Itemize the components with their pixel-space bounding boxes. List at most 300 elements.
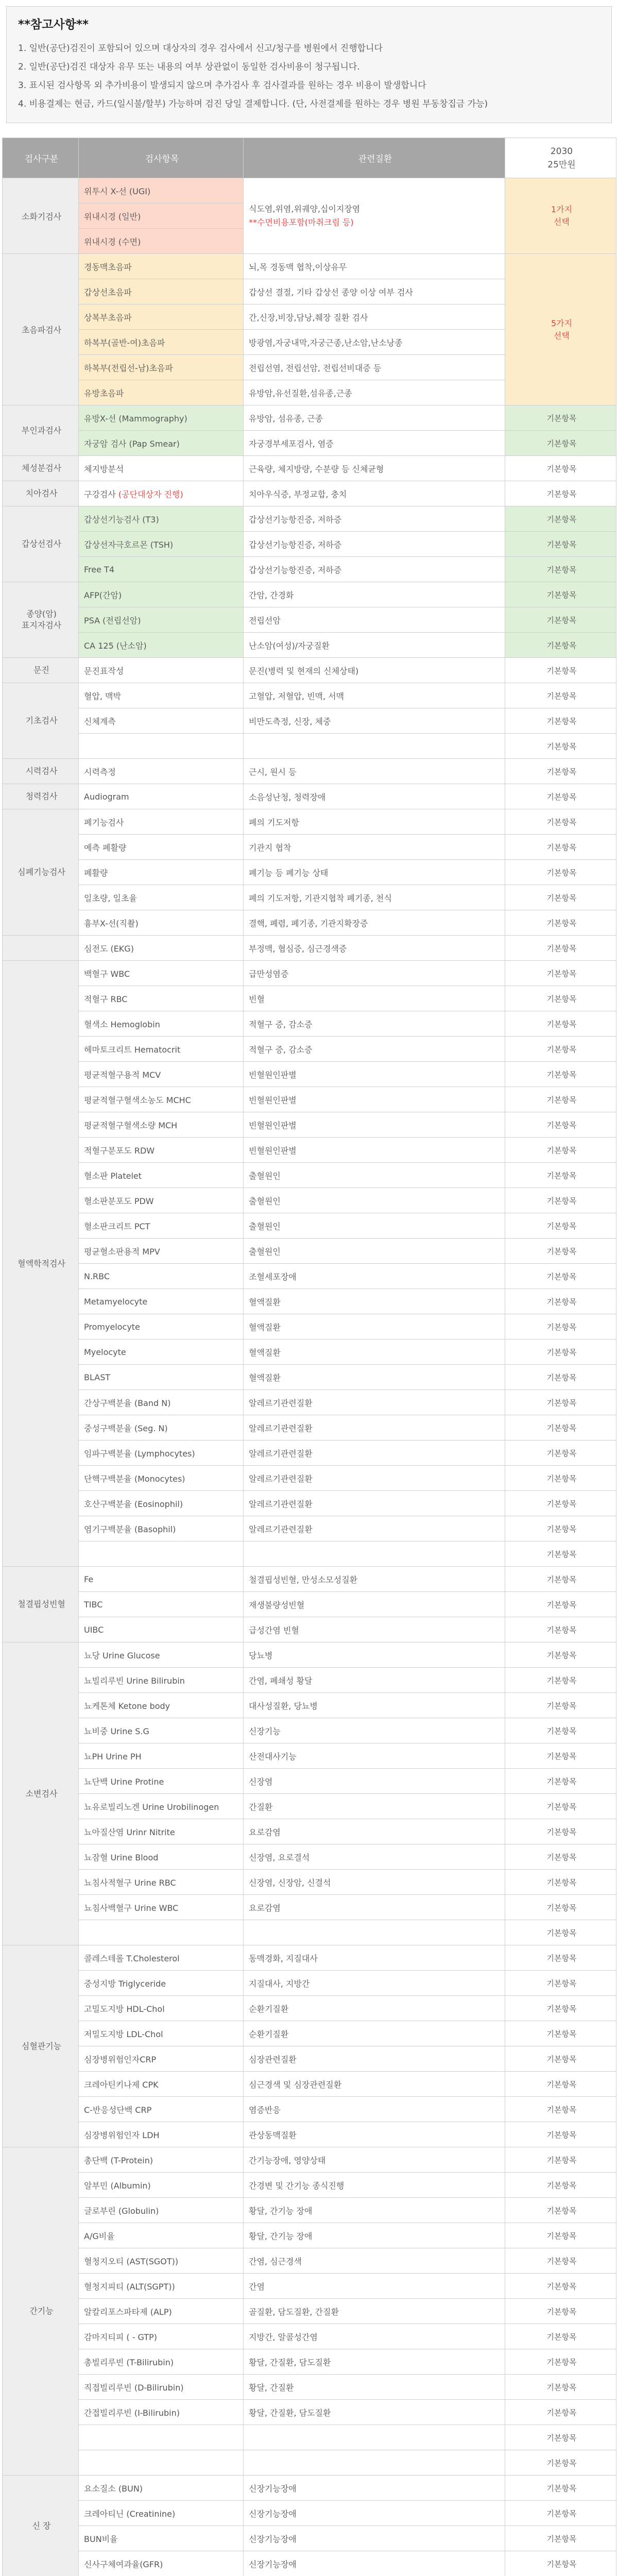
item-part: (공단대상자 진행) (118, 489, 183, 499)
table-row (3, 910, 616, 936)
header-category: 검사구분 (3, 138, 79, 178)
disease-cell: 갑상선기능항진증, 저하증 (244, 506, 505, 532)
price-cell: 기본항목 (505, 2501, 616, 2526)
item-cell: 심장병위험인자 LDH (79, 2122, 244, 2147)
item-cell: 평균혈소판용적 MPV (79, 1239, 244, 1264)
item-cell: 혈소판분포도 PDW (79, 1188, 244, 1213)
item-cell: 총빌리루빈 (T-Bilirubin) (79, 2349, 244, 2375)
disease-cell: 간암, 간경화 (244, 582, 505, 607)
price-cell: 기본항목 (505, 734, 616, 759)
disease-cell: 지방간, 알콜성간염 (244, 2324, 505, 2349)
price-cell: 기본항목 (505, 2299, 616, 2324)
price-cell: 기본항목 (505, 936, 616, 961)
price-cell: 기본항목 (505, 2375, 616, 2400)
item-cell: 체지방분석 (79, 456, 244, 481)
table-row (3, 683, 616, 708)
disease-cell (244, 1920, 505, 1945)
price-cell: 기본항목 (505, 2425, 616, 2450)
price-cell: 기본항목 (505, 2248, 616, 2274)
table-row (3, 1693, 616, 1718)
price-cell: 기본항목 (505, 633, 616, 658)
table-row (3, 1541, 616, 1567)
select-count: 1가지 (551, 205, 573, 214)
disease-cell: 당뇨병 (244, 1642, 505, 1668)
disease-cell: 알레르기관련질환 (244, 1415, 505, 1440)
category-cell: 치아검사 (3, 481, 79, 506)
price-cell: 기본항목 (505, 1996, 616, 2021)
price-cell: 기본항목 (505, 1642, 616, 1668)
price-cell: 기본항목 (505, 1163, 616, 1188)
item-cell: 신체계측 (79, 708, 244, 734)
disease-cell: 기관지 협착 (244, 835, 505, 860)
disease-cell: 요로감염 (244, 1819, 505, 1844)
disease-cell: 폐의 기도저항 (244, 809, 505, 835)
disease-cell: 재생불량성빈혈 (244, 1592, 505, 1617)
disease-cell: 간경변 및 간기능 종식진행 (244, 2173, 505, 2198)
item-cell: 고밀도지방 HDL-Chol (79, 1996, 244, 2021)
item-cell: N.RBC (79, 1264, 244, 1289)
price-select-cell (505, 178, 616, 254)
table-row (3, 936, 616, 961)
table-row (3, 178, 616, 204)
item-cell: 간상구백분율 (Band N) (79, 1390, 244, 1415)
item-cell: PSA (전립선암) (79, 607, 244, 633)
price-cell: 기본항목 (505, 1844, 616, 1870)
item-cell: 위내시경 (수면) (79, 229, 244, 254)
item-cell: 염기구백분율 (Basophil) (79, 1516, 244, 1541)
table-row (3, 885, 616, 910)
category-cell: 문진 (3, 658, 79, 683)
price-cell: 기본항목 (505, 1037, 616, 1062)
price-cell: 기본항목 (505, 835, 616, 860)
price-cell: 기본항목 (505, 1087, 616, 1112)
price-cell: 기본항목 (505, 1440, 616, 1466)
price-cell: 기본항목 (505, 1870, 616, 1895)
disease-cell: 순환기질환 (244, 1996, 505, 2021)
price-cell: 기본항목 (505, 1668, 616, 1693)
price-cell: 기본항목 (505, 658, 616, 683)
disease-cell: 알레르기관련질환 (244, 1466, 505, 1491)
disease-cell: 황달, 간기능 장애 (244, 2198, 505, 2223)
price-cell: 기본항목 (505, 1264, 616, 1289)
item-cell: 상복부초음파 (79, 304, 244, 330)
table-row (3, 1112, 616, 1138)
disease-cell: 간염 (244, 2274, 505, 2299)
disease-cell: 알레르기관련질환 (244, 1390, 505, 1415)
price-cell: 기본항목 (505, 1340, 616, 1365)
table-row (3, 2476, 616, 2501)
table-row (3, 860, 616, 885)
price-cell: 기본항목 (505, 1112, 616, 1138)
item-cell: 경동맥초음파 (79, 254, 244, 279)
category-cell: 간기능 (3, 2147, 79, 2476)
disease-cell: 자궁경부세포검사, 염증 (244, 431, 505, 456)
table-row (3, 1340, 616, 1365)
table-row (3, 1743, 616, 1769)
item-cell: 뇨케톤체 Ketone body (79, 1693, 244, 1718)
price-cell: 기본항목 (505, 1390, 616, 1415)
item-cell: A/G비율 (79, 2223, 244, 2248)
item-cell: 유방X-선 (Mammography) (79, 405, 244, 431)
item-cell: BLAST (79, 1365, 244, 1390)
price-cell: 기본항목 (505, 2526, 616, 2551)
price-cell: 기본항목 (505, 456, 616, 481)
item-cell: 혈청지피티 (ALT(SGPT)) (79, 2274, 244, 2299)
table-row (3, 481, 616, 506)
price-cell: 기본항목 (505, 2072, 616, 2097)
table-row (3, 759, 616, 784)
price-cell: 기본항목 (505, 860, 616, 885)
table-row (3, 1592, 616, 1617)
item-cell (79, 2425, 244, 2450)
item-cell: 알부민 (Albumin) (79, 2173, 244, 2198)
item-cell: 위투시 X-선 (UGI) (79, 178, 244, 204)
disease-cell: 결핵, 폐렴, 폐기종, 기관지확장증 (244, 910, 505, 936)
header-price (505, 138, 616, 178)
item-cell: Myelocyte (79, 1340, 244, 1365)
price-cell: 기본항목 (505, 1592, 616, 1617)
price-cell: 기본항목 (505, 1718, 616, 1743)
disease-cell (244, 734, 505, 759)
table-row (3, 1642, 616, 1668)
table-row (3, 1415, 616, 1440)
header-disease: 관련질환 (244, 138, 505, 178)
disease-cell: 적혈구 증, 감소증 (244, 1037, 505, 1062)
header-price-amount: 25만원 (547, 159, 576, 170)
table-row (3, 986, 616, 1011)
disease-cell: 요로감염 (244, 1895, 505, 1920)
price-cell: 기본항목 (505, 2274, 616, 2299)
category-cell: 신 장 (3, 2476, 79, 2576)
price-cell: 기본항목 (505, 759, 616, 784)
item-cell: 뇨비중 Urine S.G (79, 1718, 244, 1743)
disease-cell (244, 178, 505, 254)
table-row (3, 1870, 616, 1895)
disease-cell: 소음성난청, 청력장애 (244, 784, 505, 809)
price-cell: 기본항목 (505, 1567, 616, 1592)
disease-cell: 혈액질환 (244, 1289, 505, 1314)
item-cell: 갑상선기능검사 (T3) (79, 506, 244, 532)
item-cell: 뇨침사적혈구 Urine RBC (79, 1870, 244, 1895)
disease-cell: 신장기능장애 (244, 2501, 505, 2526)
table-row (3, 2299, 616, 2324)
item-cell: 갑상선초음파 (79, 279, 244, 304)
table-row (3, 1289, 616, 1314)
item-cell: 뇨유로빌리노겐 Urine Urobilinogen (79, 1794, 244, 1819)
table-row (3, 1844, 616, 1870)
item-cell: 평균적혈구혈색소농도 MCHC (79, 1087, 244, 1112)
category-cell: 철결핍성빈혈 (3, 1567, 79, 1642)
disease-cell: 적혈구 증, 감소증 (244, 1011, 505, 1037)
table-row (3, 405, 616, 431)
price-cell: 기본항목 (505, 582, 616, 607)
item-cell: 요소질소 (BUN) (79, 2476, 244, 2501)
category-cell: 시력검사 (3, 759, 79, 784)
price-cell: 기본항목 (505, 910, 616, 936)
price-cell: 기본항목 (505, 1213, 616, 1239)
item-cell: 혈소판크리트 PCT (79, 1213, 244, 1239)
item-cell: Audiogram (79, 784, 244, 809)
table-row (3, 1011, 616, 1037)
category-cell: 소화기검사 (3, 178, 79, 254)
table-row (3, 1365, 616, 1390)
table-row (3, 2072, 616, 2097)
item-cell: 혈압, 맥박 (79, 683, 244, 708)
disease-cell: 신장기능장애 (244, 2551, 505, 2576)
table-row (3, 456, 616, 481)
disease-cell (244, 1541, 505, 1567)
price-cell: 기본항목 (505, 2147, 616, 2173)
table-row (3, 607, 616, 633)
table-row (3, 2349, 616, 2375)
select-label: 선택 (554, 330, 570, 341)
table-row (3, 2173, 616, 2198)
item-cell: CA 125 (난소암) (79, 633, 244, 658)
disease-cell: 염증반응 (244, 2097, 505, 2122)
table-row (3, 2551, 616, 2576)
item-cell: 평균적혈구혈색소량 MCH (79, 1112, 244, 1138)
table-row (3, 1138, 616, 1163)
category-cell (3, 936, 79, 961)
disease-cell: 근시, 원시 등 (244, 759, 505, 784)
price-select-cell (505, 254, 616, 405)
item-cell: 임파구백분율 (Lymphocytes) (79, 1440, 244, 1466)
price-cell: 기본항목 (505, 2349, 616, 2375)
table-row (3, 2046, 616, 2072)
table-row (3, 1188, 616, 1213)
price-cell: 기본항목 (505, 1239, 616, 1264)
item-cell: 예측 폐활량 (79, 835, 244, 860)
table-row (3, 506, 616, 532)
item-cell: 적혈구 RBC (79, 986, 244, 1011)
disease-cell: 치아우식증, 부정교합, 충치 (244, 481, 505, 506)
disease-cell: 알레르기관련질환 (244, 1491, 505, 1516)
item-cell: TIBC (79, 1592, 244, 1617)
price-cell: 기본항목 (505, 607, 616, 633)
disease-cell: 간질환 (244, 1794, 505, 1819)
item-cell: 위내시경 (일반) (79, 204, 244, 229)
item-cell (79, 1920, 244, 1945)
disease-cell: 지질대사, 지방간 (244, 1971, 505, 1996)
table-row (3, 2425, 616, 2450)
item-cell: 자궁암 검사 (Pap Smear) (79, 431, 244, 456)
item-cell: 단핵구백분율 (Monocytes) (79, 1466, 244, 1491)
category-cell: 심혈관기능 (3, 1945, 79, 2147)
price-cell: 기본항목 (505, 2551, 616, 2576)
category-cell: 청력검사 (3, 784, 79, 809)
table-row (3, 431, 616, 456)
table-row (3, 1062, 616, 1087)
table-row (3, 582, 616, 607)
item-cell: 유방초음파 (79, 380, 244, 405)
table-row (3, 1617, 616, 1642)
item-cell: 크레아티닌 (Creatinine) (79, 2501, 244, 2526)
item-cell (79, 2450, 244, 2476)
table-row (3, 2526, 616, 2551)
disease-cell: 빈혈원인판별 (244, 1138, 505, 1163)
price-cell: 기본항목 (505, 1895, 616, 1920)
price-cell: 기본항목 (505, 557, 616, 582)
disease-cell: 급만성염증 (244, 961, 505, 986)
table-row (3, 1567, 616, 1592)
item-cell: 저밀도지방 LDL-Chol (79, 2021, 244, 2046)
disease-cell: 신장기능장애 (244, 2476, 505, 2501)
item-cell: 폐기능검사 (79, 809, 244, 835)
item-cell: 혈소판 Platelet (79, 1163, 244, 1188)
item-cell: 헤마토크리트 Hematocrit (79, 1037, 244, 1062)
disease-cell: 신장염, 요로결석 (244, 1844, 505, 1870)
disease-cell: 동맥경화, 지질대사 (244, 1945, 505, 1971)
table-row (3, 1971, 616, 1996)
disease-cell: 혈액질환 (244, 1340, 505, 1365)
checkup-table (2, 138, 616, 2576)
price-cell: 기본항목 (505, 1541, 616, 1567)
item-cell: 시력측정 (79, 759, 244, 784)
disease-text: 식도염,위염,위궤양,십이지장염 (249, 204, 360, 214)
price-cell: 기본항목 (505, 431, 616, 456)
table-row (3, 809, 616, 835)
table-row (3, 2450, 616, 2476)
item-cell: 뇨아질산염 Urinr Nitrite (79, 1819, 244, 1844)
price-cell: 기본항목 (505, 1693, 616, 1718)
price-cell: 기본항목 (505, 809, 616, 835)
disease-cell: 혈액질환 (244, 1365, 505, 1390)
disease-cell: 알레르기관련질환 (244, 1516, 505, 1541)
table-row (3, 1264, 616, 1289)
table-row (3, 1794, 616, 1819)
disease-cell: 부정맥, 협심증, 심근경색증 (244, 936, 505, 961)
disease-cell: 갑상선기능항진증, 저하증 (244, 532, 505, 557)
note-item: 2. 일반(공단)검진 대상자 유무 또는 내용의 여부 상관없이 동일한 검사비용이 청구됩니다. (18, 62, 360, 72)
price-cell: 기본항목 (505, 1491, 616, 1516)
item-part: 구강검사 (84, 489, 118, 499)
item-cell: 뇨PH Urine PH (79, 1743, 244, 1769)
price-cell: 기본항목 (505, 784, 616, 809)
item-cell: 폐활량 (79, 860, 244, 885)
table-row (3, 557, 616, 582)
item-cell: 하복부(골반-여)초음파 (79, 330, 244, 355)
category-cell: 갑상선검사 (3, 506, 79, 582)
disease-cell: 신장염 (244, 1769, 505, 1794)
item-cell (79, 734, 244, 759)
disease-cell: 관상동맥질환 (244, 2122, 505, 2147)
price-cell: 기본항목 (505, 2097, 616, 2122)
table-row (3, 1390, 616, 1415)
table-row (3, 2198, 616, 2223)
disease-cell: 뇌,목 경동맥 협착,이상유무 (244, 254, 505, 279)
disease-cell: 빈혈 (244, 986, 505, 1011)
price-cell: 기본항목 (505, 1289, 616, 1314)
note-item: 3. 표시된 검사항목 외 추가비용이 발생되지 않으며 추가검사 후 검사결과를 원하는 경우 비용이 발생합니다 (18, 80, 426, 91)
disease-cell: 간,신장,비장,담낭,췌장 질환 검사 (244, 304, 505, 330)
table-row (3, 2021, 616, 2046)
disease-cell: 폐의 기도저항, 기관지협착 폐기종, 천식 (244, 885, 505, 910)
item-cell: Free T4 (79, 557, 244, 582)
page (0, 6, 618, 2576)
disease-cell: 신장염, 신장암, 신결석 (244, 1870, 505, 1895)
notes-title: **참고사항** (18, 18, 89, 31)
table-row (3, 254, 616, 279)
disease-cell: 간염, 심근경색 (244, 2248, 505, 2274)
table-row (3, 1440, 616, 1466)
table-row (3, 658, 616, 683)
table-row (3, 633, 616, 658)
item-cell: Metamyelocyte (79, 1289, 244, 1314)
table-row (3, 532, 616, 557)
disease-cell: 급성간염 빈혈 (244, 1617, 505, 1642)
item-cell: 흉부X-선(직촬) (79, 910, 244, 936)
disease-cell: 황달, 간질환, 담도질환 (244, 2349, 505, 2375)
disease-cell (244, 2450, 505, 2476)
disease-cell: 심근경색 및 심장관련질환 (244, 2072, 505, 2097)
table-body (3, 178, 616, 2576)
disease-cell: 알레르기관련질환 (244, 1440, 505, 1466)
disease-cell: 순환기질환 (244, 2021, 505, 2046)
price-cell: 기본항목 (505, 2198, 616, 2223)
disease-cell: 문진(병력 및 현재의 신체상태) (244, 658, 505, 683)
table-row (3, 2375, 616, 2400)
price-cell: 기본항목 (505, 683, 616, 708)
table-row (3, 1087, 616, 1112)
disease-cell: 폐기능 등 폐기능 상태 (244, 860, 505, 885)
item-cell: 뇨침사백혈구 Urine WBC (79, 1895, 244, 1920)
item-cell: 갑상선자극호르몬 (TSH) (79, 532, 244, 557)
price-cell: 기본항목 (505, 2324, 616, 2349)
item-cell: 문진표작성 (79, 658, 244, 683)
price-cell: 기본항목 (505, 405, 616, 431)
table-row (3, 1769, 616, 1794)
disease-cell: 황달, 간질환, 담도질환 (244, 2400, 505, 2425)
table-row (3, 1819, 616, 1844)
category-cell: 체성분검사 (3, 456, 79, 481)
price-cell: 기본항목 (505, 2021, 616, 2046)
item-cell: 신사구체여과율(GFR) (79, 2551, 244, 2576)
disease-cell: 산전대사기능 (244, 1743, 505, 1769)
note-item: 1. 일반(공단)검진이 포함되어 있으며 대상자의 경우 검사에서 신고/청구를 병원에서 진행합니다 (18, 43, 383, 54)
table-header-row (3, 138, 616, 178)
price-cell: 기본항목 (505, 1188, 616, 1213)
table-row (3, 2248, 616, 2274)
item-cell: Promyelocyte (79, 1314, 244, 1340)
item-cell: 일초량, 일초율 (79, 885, 244, 910)
disease-cell: 빈혈원인판별 (244, 1112, 505, 1138)
price-cell: 기본항목 (505, 506, 616, 532)
table-row (3, 2324, 616, 2349)
price-cell: 기본항목 (505, 885, 616, 910)
table-row (3, 2122, 616, 2147)
disease-cell: 근육량, 체지방량, 수분량 등 신체균형 (244, 456, 505, 481)
price-cell: 기본항목 (505, 1794, 616, 1819)
category-cell: 소변검사 (3, 1642, 79, 1945)
table-row (3, 708, 616, 734)
price-cell: 기본항목 (505, 1062, 616, 1087)
price-cell: 기본항목 (505, 2173, 616, 2198)
disease-cell: 심장관련질환 (244, 2046, 505, 2072)
item-cell: 글로부린 (Globulin) (79, 2198, 244, 2223)
disease-cell: 전립선염, 전립선암, 전립선비대증 등 (244, 355, 505, 380)
table-row (3, 1895, 616, 1920)
category-cell: 부인과검사 (3, 405, 79, 456)
price-cell: 기본항목 (505, 2046, 616, 2072)
item-cell: 총단백 (T-Protein) (79, 2147, 244, 2173)
price-cell: 기본항목 (505, 2400, 616, 2425)
item-cell (79, 481, 244, 506)
category-cell: 혈액학적검사 (3, 961, 79, 1567)
select-label: 선택 (554, 217, 570, 227)
price-cell: 기본항목 (505, 2122, 616, 2147)
category-cell: 종양(암) 표지자검사 (3, 582, 79, 658)
item-cell: 알칼리포스파타제 (ALP) (79, 2299, 244, 2324)
